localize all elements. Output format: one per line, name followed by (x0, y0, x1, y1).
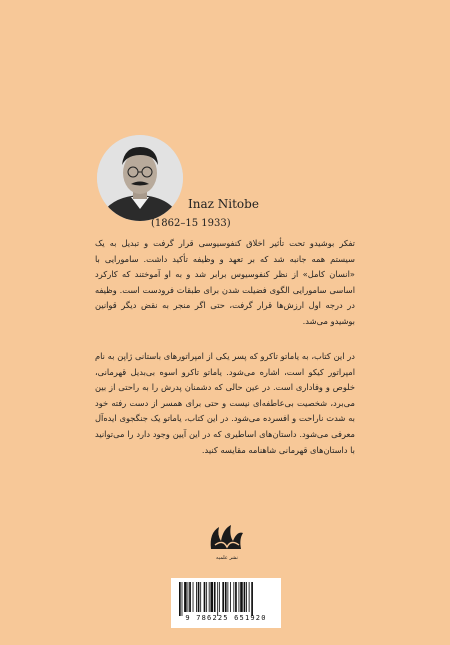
isbn-barcode (171, 578, 281, 628)
barcode-bar (217, 582, 218, 616)
barcode-bar (246, 582, 247, 612)
barcode-bar (193, 582, 194, 612)
publisher-logo (203, 521, 251, 561)
barcode-bar (230, 582, 231, 612)
barcode-bar (198, 582, 200, 612)
barcode-bar (239, 582, 240, 612)
author-name: Inaz Nitobe (188, 197, 259, 211)
barcode-bar (179, 582, 181, 616)
author-portrait-image (97, 135, 183, 221)
isbn-number: 9 786225 651920 (185, 614, 267, 622)
barcode-bar (209, 582, 210, 612)
barcode-bar (200, 582, 201, 612)
barcode-bar (196, 582, 197, 612)
barcode-bar (235, 582, 237, 612)
barcode-bar (244, 582, 246, 612)
barcode-bar (182, 582, 183, 616)
barcode-bar (225, 582, 227, 612)
author-dates: (1862–15 1933) (151, 218, 231, 229)
barcode-bar (189, 582, 191, 612)
barcode-bar (210, 582, 213, 612)
barcode-bar (251, 582, 253, 616)
barcode-bar (227, 582, 228, 612)
barcode-bar (219, 582, 220, 612)
barcode-bar (206, 582, 207, 612)
barcode-bar (222, 582, 224, 612)
barcode-bar (214, 582, 216, 612)
publisher-logo-icon (203, 521, 251, 561)
description-paragraph-2: در این کتاب، به یاماتو تاکرو که پسر یکی از امپراتورهای باستانی ژاپن به نام امپراتور کیکو است، اشاره می‌شود. یاماتو تاکرو اسوه بی‌بدیل قهرمانی، خلوص و وفاداری است. در عین حالی که دشمنان پدرش را به راحتی از بین می‌برد، شخصیت بی‌عاطفه‌ای نیست و حتی برای همسر از دست رفته خود به شدت ناراحت و افسرده می‌شود. در این کتاب، یاماتو یک جنگجوی ایده‌آل معرفی می‌شود. داستان‌های اساطیری که در این آیین وجود دارد را می‌توانید با داستان‌های قهرمانی شاهنامه مقایسه کنید. (95, 351, 355, 455)
author-portrait (97, 135, 183, 221)
barcode-bar (188, 582, 189, 612)
description-paragraph-1: تفکر بوشیدو تحت تأثیر اخلاق کنفوسیوسی قرار گرفت و تبدیل به یک سیستم همه جانبه شد که بر تعهد و وظیفه تأکید داشت. سامورایی با «انسان کامل» از نظر کنفوسیوس برابر شد و به او آموختند که کارکرد اساسی سامورایی الگوی فضیلت شدن برای طبقات فرودست است. وظیفه در درجه اول ارزش‌ها قرار گرفت، حتی اگر منجر به نقض دیگر قوانین بوشیدو می‌شد. (95, 238, 355, 326)
barcode-bar (233, 582, 234, 612)
barcode-bar (240, 582, 243, 612)
publisher-logo-caption: نشر علمیه (216, 555, 238, 561)
barcode-bar (249, 582, 250, 612)
barcode-bar (184, 582, 187, 612)
barcode-bar (204, 582, 206, 612)
